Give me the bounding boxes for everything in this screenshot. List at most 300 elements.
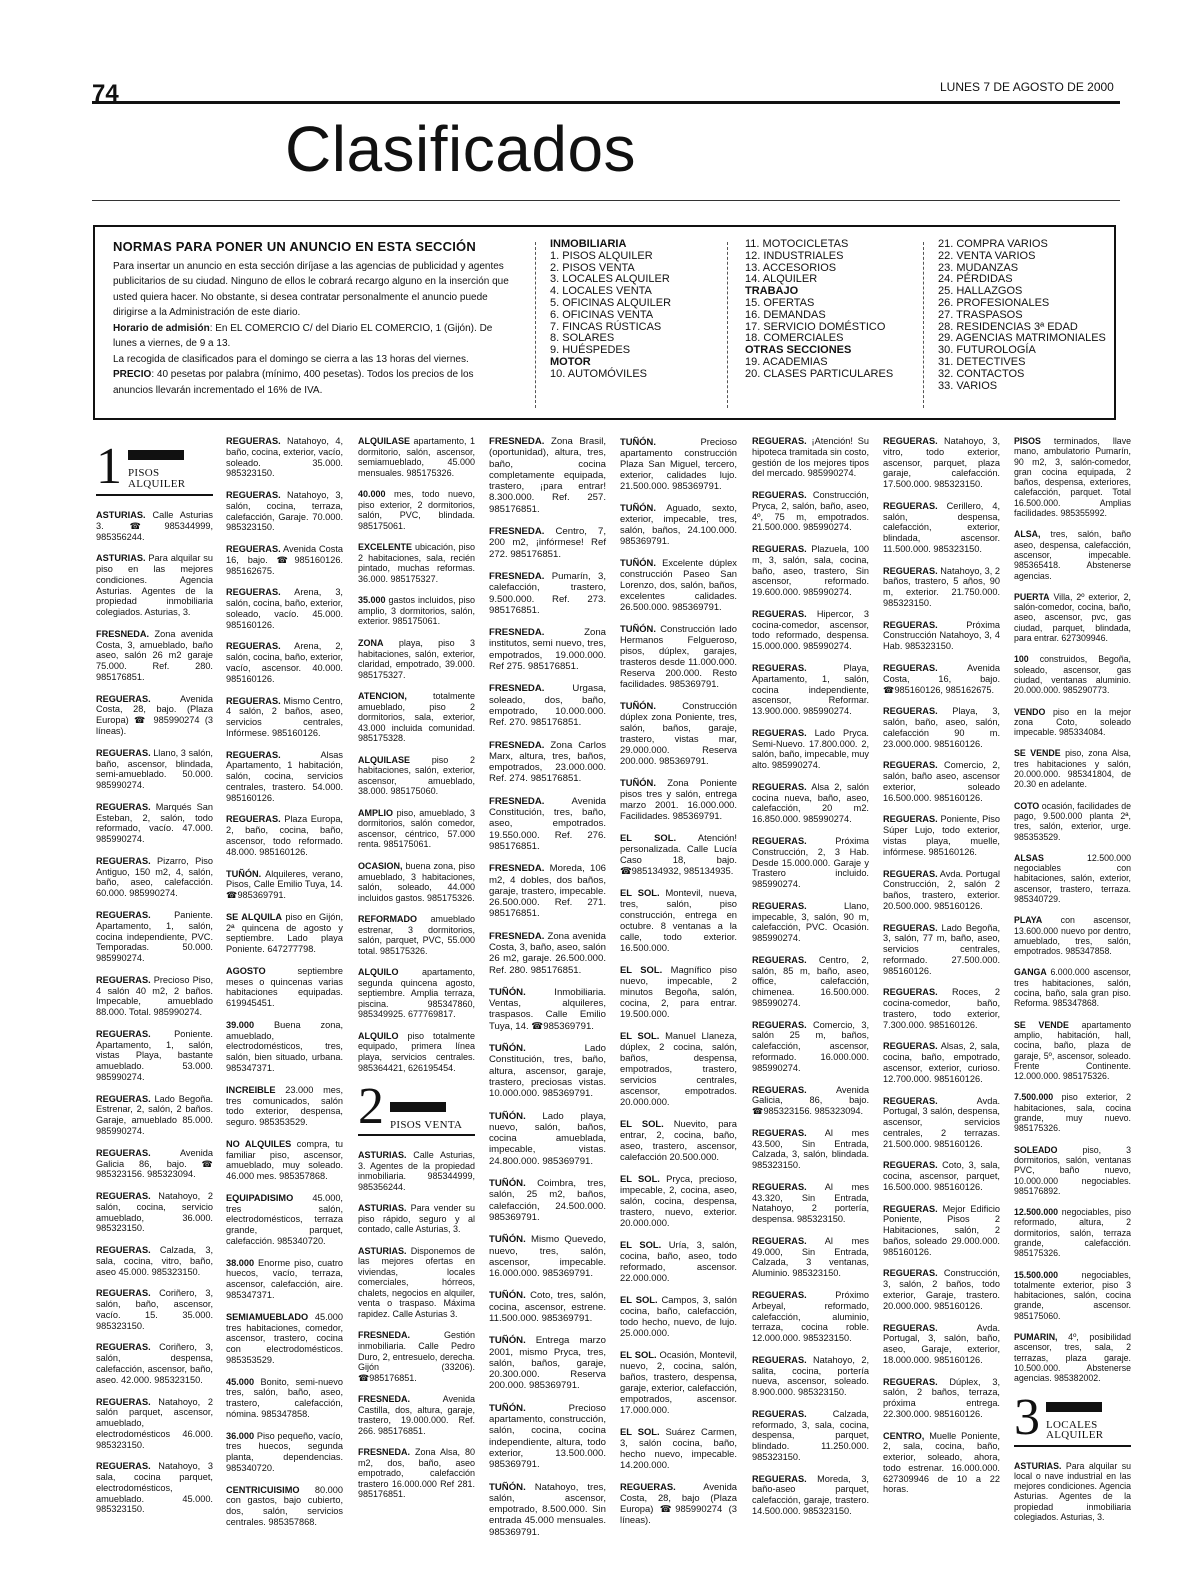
- classified-ad: [358, 1203, 475, 1235]
- classified-ad: [96, 748, 213, 791]
- rules-paragraph: Para insertar un anuncio en esta sección diríjase a las agencias de publicidad y agentes publicitarios de su ciudad. Ninguno de ellos le cobrará recargo alguno en la inserción que usted quiera hacer. No obstante, si desea contratar personalmente el anuncio puede dirigirse a la Administración de este diario.: [113, 260, 509, 318]
- classified-ad: [620, 964, 737, 1019]
- ad-keyword: TUÑÓN.: [620, 502, 656, 513]
- ad-keyword: REGUERAS.: [752, 954, 807, 965]
- ad-text: Construcción, Pryca, 2, salón, baño, aseo, 4º, 75 m, empotrados. 21.500.000. 985990274.: [752, 490, 869, 533]
- ad-keyword: REGUERAS.: [620, 1481, 676, 1492]
- category-item: 30. FUTUROLOGÍA: [938, 344, 1036, 357]
- classified-ad: [620, 1173, 737, 1228]
- ad-keyword: REGUERAS.: [752, 900, 807, 911]
- ad-text: Pumarín, 3, calefacción, trastero, 9.500.000. Ref. 273. 985176851.: [489, 570, 606, 616]
- ad-keyword: FRESNEDA.: [358, 1447, 411, 1458]
- ad-keyword: REGUERAS.: [883, 663, 938, 674]
- ad-text: Plazuela, 100 m, 3, salón, sala, cocina, baño, aseo, trastero, Sin ascensor, reformado. 19.600.000. 985990274.: [752, 544, 869, 598]
- classified-ad: [96, 629, 213, 683]
- section-label: LOCALES ALQUILER: [1046, 1418, 1104, 1442]
- classified-ad: [620, 1481, 737, 1525]
- classified-ad: [96, 1288, 213, 1331]
- classified-ad: [358, 595, 475, 627]
- ad-text: Calle Asturias, 3. Agentes de la propiedad inmobiliaria. 985344999, 985356244.: [358, 1150, 475, 1192]
- ad-text: Natahoyo, 2, salita, cocina, portería nueva, ascensor, soleado. 8.900.000. 985323150.: [752, 1354, 869, 1398]
- classified-ad: [226, 1431, 343, 1474]
- ad-text: piso en Gijón, 2ª quincena de agosto y septiembre. Lado playa Poniente. 647277798.: [226, 911, 344, 955]
- category-item: 13. ACCESORIOS: [745, 261, 837, 274]
- ad-keyword: COTO: [1014, 800, 1040, 811]
- ad-text: piso, zona Alsa, tres habitaciones y salón, 20.000.000. 985341804, de 20.30 en adelante.: [1014, 748, 1131, 790]
- classified-ad: [489, 526, 606, 560]
- ad-keyword: INCREIBLE: [226, 1084, 276, 1095]
- ad-text: negociables, totalmente exterior, piso 3 habitaciones, salón, cocina grande, ascensor. 985175060.: [1014, 1269, 1131, 1321]
- ad-keyword: REGUERAS.: [96, 747, 151, 758]
- classified-ad: [620, 1426, 737, 1470]
- ad-text: Llano, 3 salón, baño, ascensor, blindada, semi-amueblado. 50.000. 985990274.: [96, 747, 213, 791]
- ad-keyword: REGUERAS.: [752, 1290, 807, 1300]
- category-item: 23. MUDANZAS: [938, 261, 1019, 274]
- ad-text: Marqués San Esteban, 2, salón, todo reformado, vacío. 47.000. 985990274.: [96, 801, 213, 845]
- ad-text: Avenida Costa 16, bajo. ☎985160126. 985162675.: [226, 544, 343, 576]
- ad-text: Lado Constitución, tres, baño, altura, ascensor, garaje, trastero, preciosas vistas. 10.000.000. 985369791.: [489, 1043, 606, 1100]
- ad-keyword: ZONA: [358, 637, 384, 648]
- ad-text: Moreda, 3, baño-aseo parquet, calefacción, garaje, trastero. 14.500.000. 985323150.: [752, 1473, 869, 1517]
- ad-text: Avenida Costa, 16, bajo. ☎985160126, 985162675.: [883, 663, 1000, 695]
- ad-text: Calzada, reformado, 3, sala, cocina, despensa, parquet, blindado. 11.250.000. 985323150.: [752, 1408, 869, 1462]
- ad-text: Comercio, 2, salón, baño aseo, ascensor exterior, soleado 16.500.000. 985160126.: [883, 760, 1000, 803]
- ad-keyword: REGUERAS.: [883, 706, 938, 717]
- ad-text: Suárez Carmen, 3, salón cocina, baño, hecho nuevo, impecable. 14.200.000.: [620, 1426, 737, 1470]
- classified-ad: [1014, 801, 1131, 842]
- ad-text: Cerillero, 4, salón, despensa, calefacción, exterior, blindada, ascensor. 11.500.000. 985323150.: [883, 500, 1000, 554]
- ad-keyword: FRESNEDA.: [489, 570, 545, 582]
- classified-ad: [752, 1474, 869, 1517]
- ad-keyword: EXCELENTE: [358, 542, 413, 553]
- classified-ad: [489, 683, 606, 728]
- ad-text: Montevil, nueva, tres, salón, piso construcción, entrega en octubre. 8 ventanas a la calle, todo exterior. 16.500.000.: [620, 887, 738, 953]
- ad-text: Lado Pryca. Semi-Nuevo. 17.800.000. 2, salón, baño, impecable, muy alto. 985990274.: [752, 727, 869, 771]
- classified-ad: [358, 638, 475, 680]
- ad-text: Al mes 43.500, Sin Entrada, Calzada, 3, salón, blindada. 985323150.: [752, 1127, 869, 1171]
- category-item: 14. ALQUILER: [745, 273, 818, 286]
- category-heading: MOTOR: [550, 355, 591, 368]
- ad-text: Hipercor, 3 cocina-comedor, ascensor, todo reformado, despensa. 15.000.000. 985990274.: [752, 608, 869, 652]
- ad-text: construidos, Begoña, soleado, ascensor, gas ciudad, ventanas aluminio. 20.000.000. 985290773.: [1014, 654, 1131, 696]
- ad-keyword: REGUERAS.: [96, 974, 151, 985]
- ad-keyword: ASTURIAS.: [358, 1203, 407, 1214]
- classified-ad: [226, 1193, 343, 1247]
- ad-keyword: ASTURIAS.: [96, 510, 146, 520]
- ad-keyword: AMPLIO: [358, 807, 393, 818]
- ad-keyword: CENTRO,: [883, 1430, 925, 1441]
- ad-text: Enorme piso, cuatro huecos, vacío, terraza, ascensor, calefacción, aire. 985347371.: [226, 1257, 343, 1300]
- category-item: 25. HALLAZGOS: [938, 285, 1023, 298]
- divider: [535, 242, 536, 408]
- ad-keyword: PLAYA: [1014, 915, 1043, 926]
- ad-keyword: REGUERAS.: [752, 1473, 807, 1484]
- ad-keyword: REGUERAS.: [752, 727, 807, 738]
- ad-text: Mejor Edificio Poniente, Pisos 2 Habitaciones, salón, 2 baños, soleado 29.000.000. 985160126.: [883, 1203, 1000, 1257]
- divider: [727, 242, 728, 408]
- ad-keyword: TUÑÓN.: [620, 557, 656, 568]
- classified-ad: [96, 1094, 213, 1137]
- ad-keyword: TUÑÓN.: [489, 1481, 526, 1493]
- ad-keyword: REGUERAS.: [883, 619, 938, 630]
- ad-keyword: REGUERAS.: [96, 909, 151, 920]
- page-title: Clasificados: [285, 113, 637, 185]
- ad-text: Inmobiliaria. Ventas, alquileres, traspasos. Calle Emilio Tuya, 14. ☎985369791.: [489, 986, 606, 1032]
- ad-column: [883, 436, 1000, 1506]
- classified-ad: [620, 1294, 737, 1338]
- ad-keyword: EL SOL.: [620, 1294, 658, 1305]
- title-rule: [92, 200, 1120, 201]
- category-item: 8. SOLARES: [550, 332, 615, 345]
- ad-keyword: REGUERAS.: [96, 1396, 151, 1407]
- ad-text: totalmente amueblado, piso 2 dormitorios, sala, exterior, 43.000 incluida comunidad. 985175328.: [358, 691, 475, 744]
- ad-text: Dúplex, 3, salón, 2 baños, terraza, próxima entrega. 22.300.000. 985160126.: [883, 1376, 1000, 1419]
- ad-text: Urgasa, soleado, dos, baño, empotrado, 10.000.000. Ref. 270. 985176851.: [489, 683, 606, 729]
- ad-keyword: TUÑÓN.: [489, 1290, 526, 1302]
- classified-ad: [883, 663, 1000, 695]
- category-item: 28. RESIDENCIAS 3ª EDAD: [938, 320, 1078, 333]
- ad-keyword: REGUERAS.: [752, 835, 807, 846]
- ad-keyword: REGUERAS.: [883, 436, 938, 446]
- ad-keyword: REGUERAS.: [752, 1408, 807, 1419]
- ad-keyword: 35.000: [358, 595, 386, 606]
- ad-text: ¡Atención! Su hipoteca tramitada sin costo, gestión de los mejores tipos del mercado. 985990274.: [752, 436, 869, 479]
- ad-text: Natahoyo, 2 salón, cocina, servicio amueblado, 36.000. 985323150.: [96, 1191, 213, 1234]
- category-item: 2. PISOS VENTA: [550, 261, 635, 274]
- classified-ad: [752, 490, 869, 533]
- ad-text: Zona avenida Costa, 3, amueblado, baño aseo, salón 26 m2 garaje 75.000. Ref. 280. 985176851.: [96, 628, 213, 682]
- ad-text: Magnífico piso nuevo, impecable, 2 minutos Begoña, salón, cocina, 2, para entrar. 19.500.000.: [620, 964, 737, 1019]
- category-item: 15. OFERTAS: [745, 296, 815, 309]
- classified-ad: [358, 542, 475, 584]
- ad-keyword: REGUERAS.: [883, 987, 938, 998]
- ad-text: Para vender su piso rápido, seguro y al contado, calle Asturias, 3.: [358, 1203, 475, 1235]
- ad-text: Natahoyo, 3, vitro, todo exterior, ascensor, parquet, plaza garaje, calefacción. 17.500.000. 985323150.: [883, 436, 1000, 490]
- ad-text: Natahoyo, tres, salón, ascensor, empotrado, 8.500.000. Sin entrada 45.000 mensuales. 985369791.: [489, 1481, 606, 1538]
- category-item: 3. LOCALES ALQUILER: [550, 273, 670, 286]
- ad-text: Coto, tres, salón, cocina, ascensor, estrene. 11.500.000. 985369791.: [489, 1290, 606, 1324]
- ad-text: Zona Poniente pisos tres y salón, entrega marzo 2001. 16.000.000. Facilidades. 985369791.: [620, 777, 737, 821]
- ad-text: Coimbra, tres, salón, 25 m2, baños, calefacción, 24.500.000. 985369791.: [489, 1178, 606, 1223]
- ad-text: piso exterior, 2 habitaciones, sala, cocina grande, muy nuevo. 985175326.: [1014, 1092, 1131, 1134]
- classified-ad: [96, 694, 213, 737]
- classified-ad: [883, 706, 1000, 749]
- ad-text: Excelente dúplex construcción Paseo San Lorenzo, dos, salón, baños, excelentes calidades. 26.500.000. 985369791.: [620, 557, 737, 612]
- ad-column: [620, 436, 737, 1536]
- classified-ad: [96, 802, 213, 845]
- ad-keyword: 39.000: [226, 1019, 255, 1030]
- classified-ad: [226, 696, 343, 739]
- ad-keyword: ALQUILASE: [358, 436, 411, 446]
- ad-keyword: CENTRICUISIMO: [226, 1484, 300, 1495]
- classified-ad: [883, 620, 1000, 652]
- classified-ad: [1014, 915, 1131, 956]
- page-number: 74: [92, 80, 119, 107]
- ad-text: Calle Asturias 3. ☎985344999, 985356244.: [96, 510, 213, 542]
- ad-keyword: TUÑÓN.: [489, 1335, 526, 1347]
- ad-keyword: ASTURIAS.: [96, 553, 146, 564]
- classified-ad: [226, 1139, 343, 1182]
- ad-text: Próxima Construcción Natahoyo, 3, 4 Hab. 985323150.: [883, 619, 1000, 652]
- ad-keyword: REGUERAS.: [752, 781, 807, 792]
- ad-keyword: REGUERAS.: [96, 1093, 151, 1104]
- ad-keyword: TUÑÓN.: [489, 1043, 526, 1055]
- classified-ad: [1014, 592, 1131, 643]
- ad-keyword: REGUERAS.: [752, 490, 807, 501]
- classified-ad: [883, 760, 1000, 803]
- classified-ad: [752, 728, 869, 771]
- classified-ad: [226, 1377, 343, 1420]
- classified-ad: [752, 782, 869, 825]
- category-item: 17. SERVICIO DOMÉSTICO: [745, 320, 886, 333]
- ad-keyword: REGUERAS.: [752, 1181, 807, 1192]
- classified-ad: [226, 587, 343, 630]
- classified-ad: [883, 1160, 1000, 1192]
- classified-ad: [1014, 1332, 1131, 1383]
- ad-keyword: EL SOL.: [620, 1173, 660, 1184]
- rules-text: [113, 239, 513, 398]
- ad-keyword: 40.000: [358, 489, 386, 500]
- classified-ad: [883, 1377, 1000, 1420]
- ad-text: Calzada, 3, sala, cocina, vitro, baño, aseo 45.000. 985323150.: [96, 1245, 213, 1277]
- classified-ad: [489, 436, 606, 515]
- ad-column: [358, 436, 475, 1511]
- classified-ad: [1014, 853, 1131, 904]
- classified-ad: [752, 901, 869, 944]
- ad-text: Poniente. Apartamento, 1, salón, vistas Playa, bastante amueblado. 53.000. 985990274.: [96, 1028, 213, 1082]
- classified-ad: [752, 1128, 869, 1171]
- ad-keyword: EL SOL.: [620, 1239, 662, 1250]
- ad-keyword: ALSAS: [1014, 852, 1044, 863]
- ad-text: Piso pequeño, vacío, tres huecos, segunda planta, dependencias. 985340720.: [226, 1430, 343, 1473]
- ad-keyword: REGUERAS.: [752, 1019, 807, 1030]
- classified-ad: [226, 1485, 343, 1528]
- ad-keyword: REGUERAS.: [883, 1322, 938, 1333]
- ad-keyword: 15.500.000: [1014, 1269, 1059, 1280]
- section-bar: [128, 450, 184, 460]
- classified-ad: [1014, 436, 1131, 518]
- ad-keyword: SE VENDE: [1014, 748, 1061, 759]
- classified-ad: [620, 502, 737, 546]
- classified-ad: [226, 1312, 343, 1366]
- ad-text: Zona avenida Costa, 3, baño, aseo, salón 26 m2, garaje. 26.500.000. Ref. 280. 985176851.: [489, 930, 606, 976]
- ad-keyword: SEMIAMUEBLADO: [226, 1311, 309, 1322]
- classified-ad: [883, 987, 1000, 1030]
- ad-column: [489, 436, 606, 1549]
- ad-text: Alsas Apartamento, 1 habitación, salón, cocina, servicios centrales, trastero. 54.000. 985160126.: [226, 749, 343, 803]
- classified-ad: [489, 1335, 606, 1391]
- section-number: 2: [358, 1078, 384, 1136]
- ad-text: Natahoyo, 3, salón, cocina, terraza, calefacción, Garaje. 70.000. 985323150.: [226, 490, 343, 533]
- category-item: 10. AUTOMÓVILES: [550, 367, 648, 380]
- ad-text: Natahoyo, 4, baño, cocina, exterior, vacío, soleado. 35.000. 985323150.: [226, 436, 343, 479]
- section-label: PISOS ALQUILER: [128, 467, 186, 491]
- classified-ad: [489, 740, 606, 785]
- classified-ad: [489, 1043, 606, 1099]
- classified-ad: [752, 1182, 869, 1225]
- ad-text: Precioso apartamento, construcción, salón, cocina, cocina independiente, altura, todo exterior, 13.500.000. 985369791.: [489, 1402, 606, 1471]
- ad-keyword: TUÑÓN.: [489, 1234, 526, 1246]
- classified-columns: [96, 436, 1131, 1556]
- ad-keyword: FRESNEDA.: [489, 436, 545, 447]
- ad-text: Centro, 2, salón, 85 m, baño, aseo, office, calefacción, chimenea. 16.500.000. 985990274.: [752, 954, 869, 1008]
- ad-text: Coriñero, 3, salón, baño, ascensor, vacío. 15. 35.000. 985323150.: [96, 1288, 213, 1331]
- ad-text: Comercio, 3, salón 25 m, baños, calefacción, ascensor, reformado. 16.000.000. 985990274.: [752, 1019, 869, 1073]
- classified-ad: [226, 641, 343, 684]
- ad-keyword: TUÑÓN.: [620, 777, 656, 788]
- ad-keyword: VENDO: [1014, 706, 1046, 717]
- ad-text: buena zona, piso amueblado, 3 habitaciones, salón, soleado, 44.000 incluidos gastos. 985175326.: [358, 861, 475, 903]
- classified-ad: [226, 869, 343, 901]
- classified-ad: [883, 814, 1000, 857]
- category-item: 1. PISOS ALQUILER: [550, 249, 653, 262]
- ad-keyword: REGUERAS.: [226, 544, 281, 555]
- classified-ad: [226, 490, 343, 533]
- divider: [923, 242, 924, 408]
- ad-text: Construcción dúplex zona Poniente, tres, salón, baños, garaje, trastero, vistas mar, 29.000.000. Reserva 200.000. 985369791.: [620, 700, 737, 766]
- section-header: [96, 438, 213, 496]
- category-item: 6. OFICINAS VENTA: [550, 308, 654, 321]
- ad-keyword: FRESNEDA.: [358, 1330, 411, 1341]
- ad-text: Construcción, 3, salón, 2 baños, todo exterior, Garaje, trastero. 20.000.000. 985160126.: [883, 1268, 1000, 1311]
- ad-keyword: REGUERAS.: [883, 868, 938, 879]
- ad-text: 80.000 con gastos, bajo cubierto, dos, salón, servicios centrales. 985357868.: [226, 1484, 343, 1528]
- rules-box: [93, 225, 1116, 420]
- category-heading: INMOBILIARIA: [550, 238, 627, 250]
- ad-keyword: EL SOL.: [620, 1426, 660, 1437]
- ad-keyword: SE ALQUILA: [226, 911, 283, 922]
- ad-text: Alsa 2, salón cocina nueva, baño, aseo, calefacción, 20 m2. 16.850.000. 985990274.: [752, 781, 869, 825]
- ad-keyword: FRESNEDA.: [489, 739, 545, 751]
- ad-text: Muelle Poniente, 2, sala, cocina, baño, exterior, soleado, ahora, todo estrenar. 16.000.000. 627309946 de 10 a 22 horas.: [883, 1430, 1000, 1495]
- ad-keyword: EL SOL.: [620, 1118, 664, 1129]
- ad-keyword: REGUERAS.: [752, 1084, 807, 1095]
- classified-ad: [1014, 967, 1131, 1008]
- classified-ad: [752, 1085, 869, 1117]
- ad-text: Entrega marzo 2001, mismo Pryca, tres, salón, baños, garaje, 20.300.000. Reserva 200.000. 985369791.: [489, 1335, 606, 1392]
- ad-keyword: REGUERAS.: [96, 1461, 151, 1472]
- ad-keyword: REGUERAS.: [96, 1288, 151, 1299]
- ad-text: piso, amueblado, 3 dormitorios, salón comedor, ascensor, céntrico, 57.000 renta. 985175061.: [358, 807, 475, 850]
- ad-keyword: REGUERAS.: [226, 587, 281, 598]
- classified-ad: [358, 1031, 475, 1073]
- classified-ad: [358, 691, 475, 744]
- classified-ad: [358, 914, 475, 956]
- section-label-group: [128, 450, 213, 490]
- ad-text: Avenida Constitución, tres, baño, aseo, empotrados. 19.550.000. Ref. 276. 985176851.: [489, 795, 606, 852]
- ad-text: tres, salón, baño aseo, despensa, calefacción, ascensor, impecable. 985365418. Abstenerse agencias.: [1014, 529, 1131, 581]
- category-item: 29. AGENCIAS MATRIMONIALES: [938, 332, 1106, 345]
- section-number: 3: [1014, 1388, 1040, 1446]
- category-item: 12. INDUSTRIALES: [745, 249, 844, 262]
- ad-text: Avenida Galicia, 86, bajo. ☎985323156. 985323094.: [752, 1084, 869, 1117]
- ad-keyword: FRESNEDA.: [489, 795, 545, 807]
- ad-keyword: ALSA,: [1014, 529, 1041, 540]
- ad-keyword: REGUERAS.: [96, 1028, 151, 1039]
- ad-text: gastos incluidos, piso amplio, 3 dormitorios, salón, exterior. 985175061.: [358, 595, 475, 627]
- classified-ad: [489, 1234, 606, 1279]
- rules-schedule: Horario de admisión: En EL COMERCIO C/ del Diario EL COMERCIO, 1 (Gijón). De lunes a viernes, de 9 a 13.: [113, 322, 493, 349]
- section-bar: [1046, 1402, 1102, 1412]
- ad-keyword: REGUERAS.: [752, 608, 807, 619]
- classified-ad: [1014, 1145, 1131, 1196]
- classified-ad: [752, 436, 869, 479]
- ad-keyword: REGUERAS.: [752, 1235, 807, 1246]
- classified-ad: [883, 1323, 1000, 1366]
- ad-text: Campos, 3, salón cocina, baño, calefacción, todo hecho, nuevo, de lujo. 25.000.000.: [620, 1294, 737, 1338]
- ad-text: Llano, impecable, 3, salón, 90 m, calefacción, PVC. Ocasión. 985990274.: [752, 900, 869, 944]
- ad-text: Disponemos de las mejores ofertas en viviendas, locales comerciales, hórreos, chalets, negocios en alquiler, venta o traspaso. Máxima rapidez. Calle Asturias 3.: [358, 1245, 475, 1319]
- classified-ad: [1014, 1461, 1131, 1523]
- ad-text: 12.500.000 negociables con habitaciones, salón, exterior, ascensor, trastero, terraza. 985340729.: [1014, 852, 1131, 904]
- ad-text: Roces, 2 cocina-comedor, baño, trastero, todo exterior, 7.300.000. 985160126.: [883, 987, 1000, 1030]
- ad-text: Aguado, sexto, exterior, impecable, tres, salón, baños, 24.100.000. 985369791.: [620, 502, 737, 546]
- classified-ad: [620, 1349, 737, 1415]
- ad-text: Zona institutos, semi nuevo, tres, empotrados, 19.000.000. Ref 275. 985176851.: [489, 627, 606, 673]
- ad-text: Zona Carlos Marx, altura, tres, baños, empotrados, 23.000.000. Ref. 274. 985176851.: [489, 739, 606, 785]
- classified-ad: [226, 436, 343, 479]
- ad-keyword: REGUERAS.: [752, 1354, 807, 1365]
- ad-keyword: EL SOL.: [620, 887, 660, 898]
- classified-ad: [752, 1290, 869, 1344]
- section-label: PISOS VENTA: [390, 1118, 463, 1131]
- classified-ad: [96, 510, 213, 542]
- ad-text: mes, todo nuevo, piso exterior, 2 dormitorios, salón, PVC, blindada. 985175061.: [358, 489, 475, 531]
- ad-keyword: REGUERAS.: [883, 814, 938, 825]
- category-item: 22. VENTA VARIOS: [938, 249, 1036, 262]
- ad-keyword: ASTURIAS.: [358, 1150, 407, 1161]
- ad-text: Próximo Arbeyal, reformado, calefacción, aluminio, terraza, cocina roble. 12.000.000. 985323150.: [752, 1290, 869, 1344]
- classified-ad: [358, 1246, 475, 1320]
- ad-keyword: REGUERAS.: [752, 436, 807, 446]
- ad-keyword: ASTURIAS.: [1014, 1460, 1062, 1471]
- classified-ad: [883, 436, 1000, 490]
- ad-keyword: REGUERAS.: [752, 1127, 807, 1138]
- ad-text: 6.000.000 ascensor, tres habitaciones, salón, cocina, baño, sala gran piso. Reforma. 985347868.: [1014, 967, 1131, 1009]
- classified-ad: [883, 923, 1000, 977]
- classified-ad: [358, 1394, 475, 1436]
- ad-keyword: ASTURIAS.: [358, 1245, 407, 1256]
- ad-text: piso totalmente equipado, primera línea playa, servicios centrales. 985364421, 626195454.: [358, 1030, 475, 1073]
- classified-ad: [883, 869, 1000, 912]
- classified-ad: [620, 1118, 737, 1162]
- ad-keyword: FRESNEDA.: [358, 1394, 411, 1405]
- ad-keyword: FRESNEDA.: [489, 930, 545, 942]
- category-heading: TRABAJO: [745, 285, 799, 298]
- section-number: 1: [96, 438, 122, 495]
- ad-keyword: ALQUILO: [358, 967, 399, 978]
- ad-keyword: REGUERAS.: [883, 922, 938, 933]
- rules-price: PRECIO: 40 pesetas por palabra (mínimo, 400 pesetas). Todos los precios de los anuncios llevarán incrementado el 16% de IVA.: [113, 369, 474, 396]
- ad-keyword: 7.500.000: [1014, 1092, 1054, 1103]
- classified-ad: [358, 436, 475, 478]
- category-item: 26. PROFESIONALES: [938, 296, 1050, 309]
- classified-ad: [489, 627, 606, 672]
- classified-ad: [96, 1342, 213, 1385]
- category-list-trabajo: [745, 239, 893, 381]
- classified-ad: [1014, 1270, 1131, 1321]
- header-rule: [92, 101, 1120, 104]
- ad-text: Poniente, Piso Súper Lujo, todo exterior, vistas playa, muelle, infórmese. 985160126.: [883, 814, 1000, 857]
- classified-ad: [620, 887, 737, 953]
- ad-keyword: ALQUILASE: [358, 754, 411, 765]
- ad-text: playa, piso 3 habitaciones, salón, exterior, claridad, empotrado, 39.000. 985175327.: [358, 637, 475, 680]
- classified-ad: [358, 489, 475, 531]
- ad-keyword: 100: [1014, 654, 1029, 665]
- ad-text: apartamento, segunda quincena agosto, septiembre. Amplia terraza, piscina. 985347860, 985349925. 677769817.: [358, 967, 475, 1020]
- classified-ad: [620, 777, 737, 821]
- ad-keyword: REGUERAS.: [883, 760, 938, 771]
